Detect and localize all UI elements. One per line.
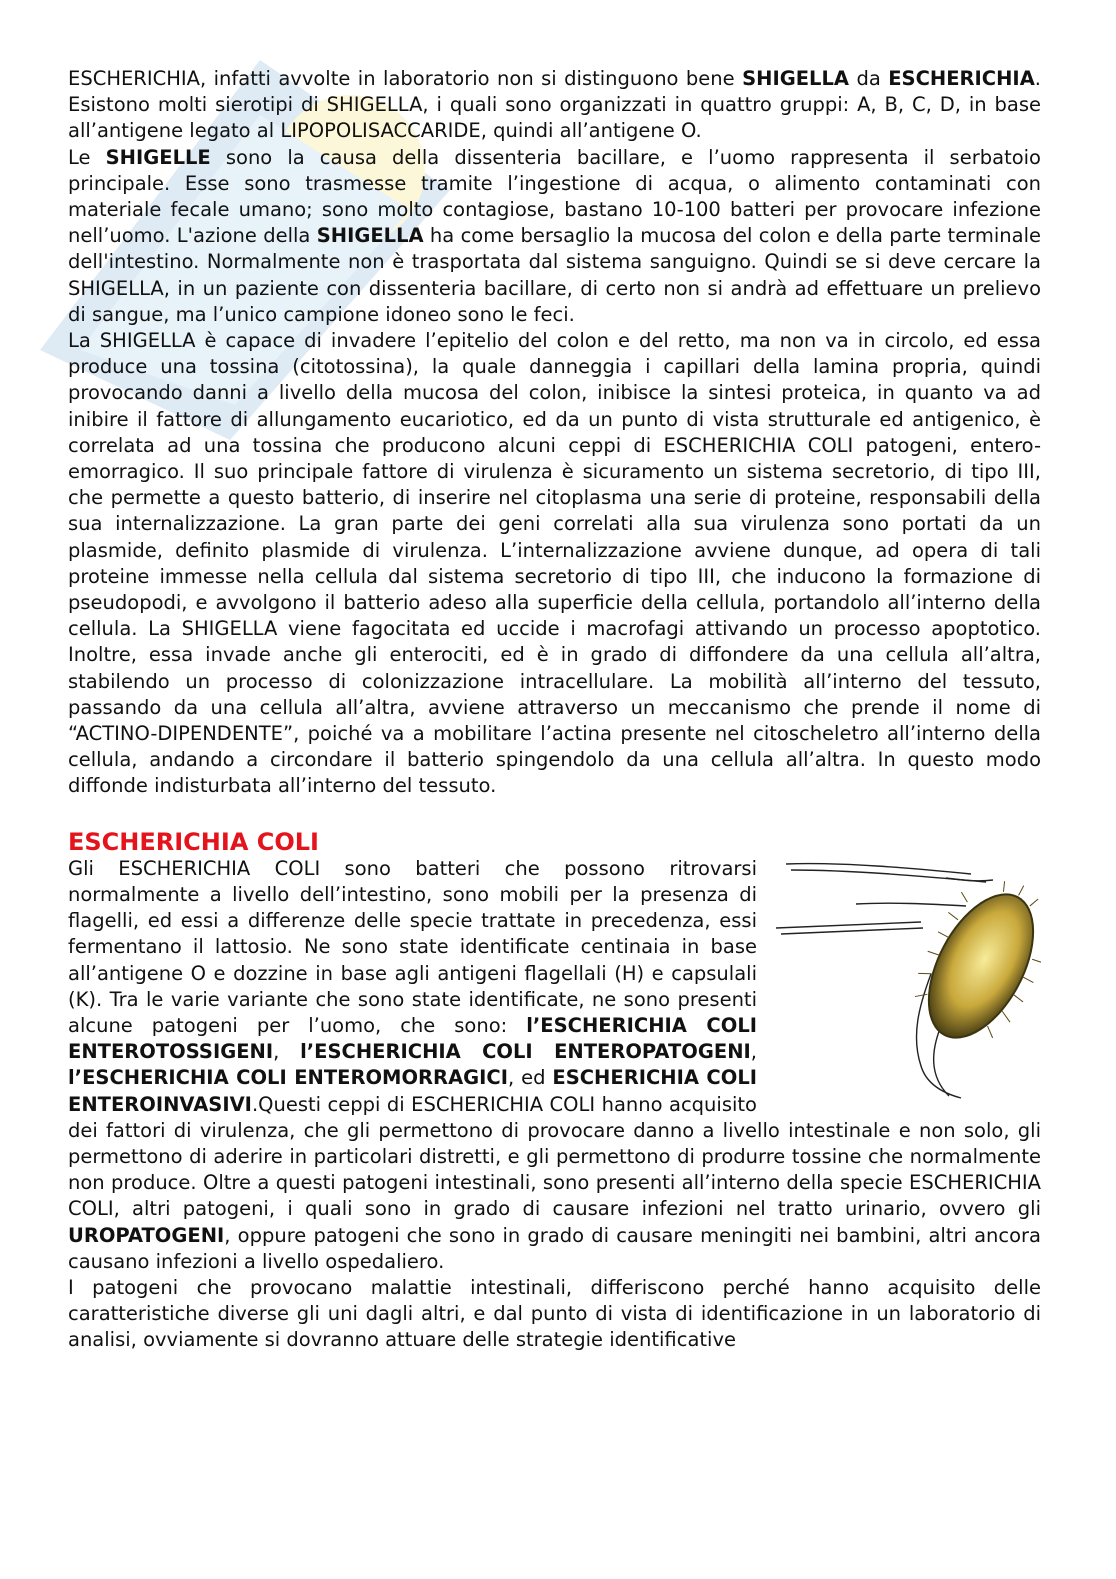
text-run: ESCHERICHIA, infatti avvolte in laboratorio non si distinguono bene (68, 67, 743, 90)
text-run: da (849, 67, 889, 90)
bold-term: l’ESCHERICHIA COLI ENTEROPATOGENI (300, 1040, 751, 1064)
bold-term: l’ESCHERICHIA COLI ENTEROTOSSIGENI (68, 1013, 758, 1064)
text-run: .Questi ceppi di ESCHERICHIA COLI hanno acquisito dei fattori di virulenza, che gli permettono di provocare danno a livello intestinale e non solo, gli permettono di aderire in particolari distretti, e gli permettono di produrre tossine che normalmente non produce. Oltre a questi patogeni intestinali, sono presenti all’interno della specie ESCHERICHIA COLI, altri patogeni, i quali sono in grado di causare infezioni nel tratto urinario, ovvero gli (68, 1092, 1041, 1221)
bold-term: SHIGELLA (742, 67, 849, 90)
bold-term: ESCHERICHIA (888, 67, 1035, 90)
text-run: , (750, 1040, 757, 1064)
text-run: , oppure patogeni che sono in grado di causare meningiti nei bambini, altri ancora causano infezioni a livello ospedaliero. (68, 1223, 1041, 1273)
text-run: . Esistono molti sierotipi di SHIGELLA, i quali sono organizzati in quattro gruppi: A, B, C, D, in base all’antigene legato al LIPOPOLISACCARIDE, quindi all’antigene O. (68, 67, 1041, 143)
shigella-paragraph (68, 66, 1041, 145)
bacterium-illustration (771, 856, 1041, 1102)
bold-term: SHIGELLA (316, 224, 424, 248)
section-escherichia-coli (68, 856, 1041, 1354)
section-shigella (68, 66, 1041, 800)
text-run: I patogeni che provocano malattie intestinali, differiscono perché hanno acquisito delle caratteristiche diverse gli uni dagli altri, e dal punto di vista di identificazione in un laboratorio di analisi, ovviamente si dovranno attuare delle strategie identificative (68, 1275, 1041, 1352)
text-run: sono la causa della dissenteria bacillare, e l’uomo rappresenta il serbatoio principale. Esse sono trasmesse tramite l’ingestione di acqua, o alimento contaminati con materiale fecale umano; sono molto contagiose, bastano 10-100 batteri per provocare infezione nell’uomo. L'azione della (68, 145, 1041, 248)
text-run: , ed (508, 1066, 553, 1090)
text-run: Le (68, 145, 106, 169)
shigella-paragraph (68, 328, 1041, 800)
document-page (68, 66, 1041, 1354)
bold-term: ESCHERICHIA COLI ENTEROINVASIVI (68, 1066, 757, 1116)
text-run: La SHIGELLA è capace di invadere l’epitelio del colon e del retto, ma non va in circolo, ed essa produce una tossina (citotossina), la quale danneggia i capillari della lamina propria, quindi provocando danni a livello della mucosa del colon, inibisce la sintesi proteica, in quanto va ad inibire il fattore di allungamento eucariotico, ed da un punto di vista strutturale ed antigenico, è correlata ad una tossina che producono alcuni ceppi di ESCHERICHIA COLI patogeni, entero-emorragico. Il suo principale fattore di virulenza è sicuramento un sistema secretorio, di tipo III, che permette a questo batterio, di inserire nel citoplasma una serie di proteine, responsabili della sua internalizzazione. La gran parte dei geni correlati alla sua virulenza sono portati da un plasmide, definito plasmide di virulenza. L’internalizzazione avviene dunque, ad opera di tali proteine immesse nella cellula dal sistema secretorio di tipo III, che inducono la formazione di pseudopodi, e avvolgono il batterio adeso alla superficie della cellula, portandolo all’interno della cellula. La SHIGELLA viene fagocitata ed uccide i macrofagi attivando un processo apoptotico. Inoltre, essa invade anche gli enterociti, ed è in grado di diffondere da una cellula all’altra, stabilendo un processo di colonizzazione intracellulare. La mobilità all’interno del tessuto, passando da una cellula all’altra, avviene attraverso un meccanismo che prende il nome di “ACTINO-DIPENDENTE”, poiché va a mobilitare l’actina presente nel citoscheletro all’interno della cellula, andando a circondare il batterio spingendolo da una cellula all’altra. In questo modo diffonde indisturbata all’interno del tessuto. (68, 329, 1041, 798)
section-heading: ESCHERICHIA COLI (68, 827, 319, 856)
text-run: , (273, 1040, 301, 1064)
bold-term: SHIGELLE (105, 145, 211, 169)
bold-term: UROPATOGENI (68, 1223, 225, 1247)
text-run: ha come bersaglio la mucosa del colon e della parte terminale dell'intestino. Normalmente non è trasportata dal sistema sanguigno. Quindi se si deve cercare la SHIGELLA, in un paziente con dissenteria bacillare, di certo non si andrà ad effettuare un prelievo di sangue, ma l’unico campione idoneo sono le feci. (68, 224, 1041, 326)
bold-term: l’ESCHERICHIA COLI ENTEROMORRAGICI (68, 1066, 508, 1090)
ecoli-paragraph (68, 1275, 1041, 1354)
shigella-paragraph (68, 145, 1041, 328)
text-run: Gli ESCHERICHIA COLI sono batteri che possono ritrovarsi normalmente a livello dell’intestino, sono mobili per la presenza di flagelli, ed essi a differenze delle specie trattate in precedenza, essi fermentano il lattosio. Ne sono state identificate centinaia in base all’antigene O e dozzine in base agli antigeni flagellali (H) e capsulali (K). Tra le varie variante che sono state identificate, ne sono presenti alcune patogeni per l’uomo, che sono: (68, 856, 757, 1037)
